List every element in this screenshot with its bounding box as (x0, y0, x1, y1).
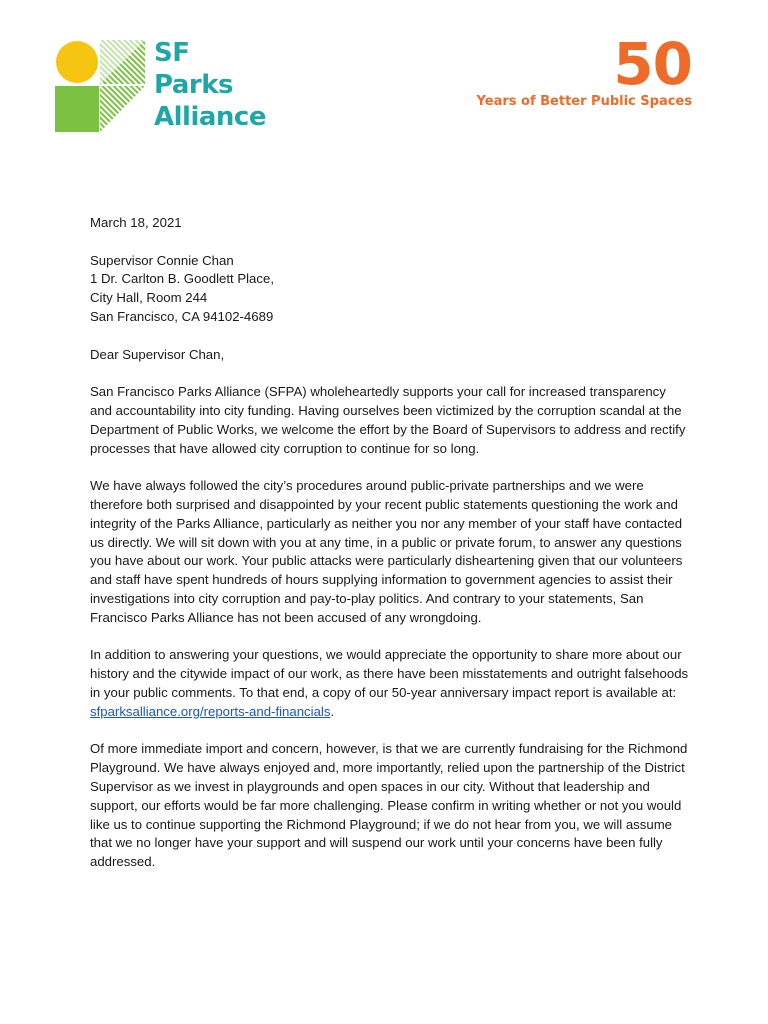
org-line-3: Alliance (154, 102, 266, 132)
salutation: Dear Supervisor Chan, (90, 346, 225, 362)
letter-body (90, 214, 690, 891)
address-line: 1 Dr. Carlton B. Goodlett Place, (90, 271, 274, 287)
address-line: City Hall, Room 244 (90, 290, 208, 306)
sf-parks-alliance-logo (55, 40, 145, 132)
letter-date: March 18, 2021 (90, 215, 182, 230)
anniversary-badge (477, 32, 692, 109)
paragraph-1: San Francisco Parks Alliance (SFPA) wholeheartedly supports your call for increased transparency and accountability into city funding. Having ourselves been victimized by the corruption scandal at the Department of Public Works, we welcome the effort by the Board of Supervisors to address and rectify processes that have allowed city corruption to continue for so long. (90, 384, 686, 456)
anniversary-number: 50 (613, 30, 692, 98)
reports-link[interactable]: sfparksalliance.org/reports-and-financials (90, 703, 331, 719)
org-line-1: SF (154, 38, 190, 68)
paragraph-3 (90, 646, 690, 721)
address-line: Supervisor Connie Chan (90, 252, 234, 268)
anniversary-tagline: Years of Better Public Spaces (476, 94, 692, 109)
paragraph-4: Of more immediate import and concern, however, is that we are currently fundraising for the Richmond Playground. We have always enjoyed and, more importantly, relied upon the partnership of the District Supervisor as we invest in playgrounds and open spaces in our city. Without that leadership and support, our efforts would be far more challenging. Please confirm in writing whether or not you would like us to continue supporting the Richmond Playground; if we do not hear from you, we will assume that we no longer have your support and will suspend our work until your concerns have been fully addressed. (90, 741, 688, 870)
paragraph-3-text: In addition to answering your questions, we would appreciate the opportunity to share more about our history and the citywide impact of our work, as there have been misstatements and outright falsehoods in your public comments. To that end, a copy of our 50-year anniversary impact report is available at: (90, 647, 689, 700)
recipient-address (90, 252, 690, 327)
org-line-2: Parks (154, 70, 233, 100)
paragraph-3-end: . (330, 703, 335, 719)
org-name (154, 37, 266, 133)
address-line: San Francisco, CA 94102-4689 (90, 308, 274, 324)
paragraph-2: We have always followed the city’s procedures around public-private partnerships and we were therefore both surprised and disappointed by your recent public statements questioning the work and integrity of the Parks Alliance, particularly as neither you nor any member of your staff have contacted us directly. We will sit down with you at any time, in a public or private forum, to answer any questions you have about our work. Your public attacks were particularly disheartening given that our volunteers and staff have spent hundreds of hours supplying information to government agencies to assist their investigations into city corruption and pay-to-play politics. And contrary to your statements, San Francisco Parks Alliance has not been accused of any wrongdoing. (90, 478, 683, 625)
